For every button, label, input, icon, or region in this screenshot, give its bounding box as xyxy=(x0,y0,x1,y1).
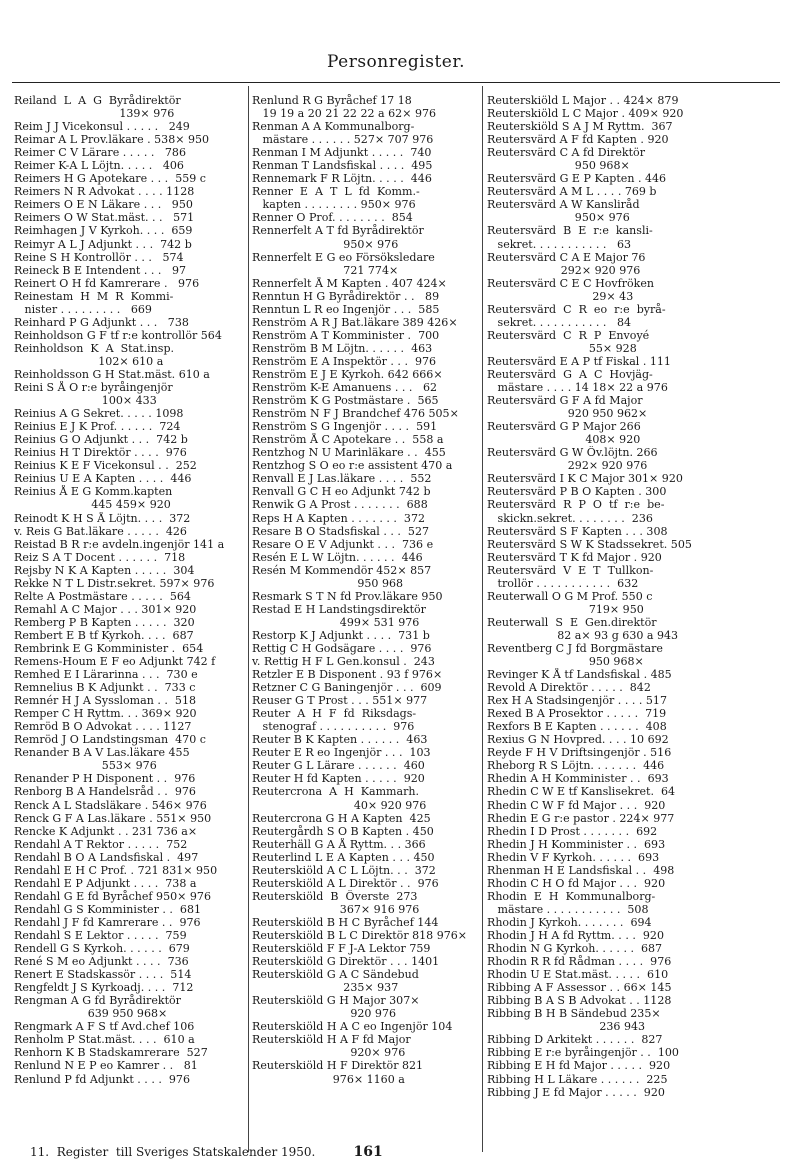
register-entry: Renntun L R eo Ingenjör . . . 585 xyxy=(252,302,440,316)
register-entry: 29× 43 xyxy=(487,289,634,303)
register-entry: 499× 531 976 xyxy=(252,615,420,629)
register-entry: Rennerfelt Å M Kapten . 407 424× xyxy=(252,276,447,290)
register-entry: Reuterskiöld B Överste 273 xyxy=(252,889,418,903)
register-entry: nister . . . . . . . . . 669 xyxy=(14,302,152,316)
register-entry: 920 950 962× xyxy=(487,407,648,421)
register-entry: Rhedin J H Komminister . . 693 xyxy=(487,837,666,851)
register-entry: Renström E A Inspektör . . . 976 xyxy=(252,354,437,368)
register-entry: Reutersvärd C E C Hovfröken xyxy=(487,276,654,290)
register-entry: Reuterskiöld H F Direktör 821 xyxy=(252,1059,424,1073)
register-entry: Reinius K E F Vicekonsul . . 252 xyxy=(14,459,197,473)
register-entry: Ribbing J E fd Major . . . . . 920 xyxy=(487,1085,665,1099)
register-entry: Reuser G T Prost . . . 551× 977 xyxy=(252,694,428,708)
register-entry: Rennemark F R Löjtn. . . . . 446 xyxy=(252,172,432,186)
register-entry: 236 943 xyxy=(487,1020,646,1034)
register-entry: Resare B O Stadsfiskal . . . 527 xyxy=(252,524,429,538)
register-entry: Renhorn K B Stadskamrerare 527 xyxy=(14,1046,208,1060)
register-entry: René S M eo Adjunkt . . . . 736 xyxy=(14,955,189,969)
column-divider xyxy=(248,86,249,1152)
register-entry: Rendahl J F fd Kamrerare . . 976 xyxy=(14,915,201,929)
register-entry: Rengmark A F S tf Avd.chef 106 xyxy=(14,1020,195,1034)
register-entry: Rhedin C W F fd Major . . . 920 xyxy=(487,798,666,812)
register-entry: Reuterskiöld G Direktör . . . 1401 xyxy=(252,955,440,969)
register-entry: Retzner C G Baningenjör . . . 609 xyxy=(252,681,442,695)
register-entry: Reim J J Vicekonsul . . . . . 249 xyxy=(14,120,190,134)
register-entry: Remnelius B K Adjunkt . . 733 c xyxy=(14,681,196,695)
register-entry: 445 459× 920 xyxy=(14,498,171,512)
register-entry: 950× 976 xyxy=(252,237,399,251)
register-entry: Reuterwall O G M Prof. 550 c xyxy=(487,589,653,603)
register-entry: Rencke K Adjunkt . . 231 736 a× xyxy=(14,824,198,838)
register-entry: Renström B M Löjtn. . . . . . 463 xyxy=(252,341,433,355)
register-entry: Reuterskiöld G H Major 307× xyxy=(252,994,420,1008)
register-entry: 139× 976 xyxy=(14,107,175,121)
register-entry: Ribbing E H fd Major . . . . . 920 xyxy=(487,1059,671,1073)
register-entry: Renholm P Stat.mäst. . . . 610 a xyxy=(14,1033,195,1047)
register-entry: 40× 920 976 xyxy=(252,798,427,812)
register-entry: Reistad B R r:e avdeln.ingenjör 141 a xyxy=(14,537,225,551)
register-entry: Reyde F H V Driftsingenjör . 516 xyxy=(487,746,672,760)
register-entry: Renner O Prof. . . . . . . . 854 xyxy=(252,211,413,225)
register-entry: Remahl A C Major . . . 301× 920 xyxy=(14,602,197,616)
register-entry: Rhodin R R fd Rådman . . . . 976 xyxy=(487,955,672,969)
register-entry: Reutersvärd A M L . . . . 769 b xyxy=(487,185,657,199)
register-entry: Reuter B K Kapten . . . . . . 463 xyxy=(252,733,428,747)
register-entry: Reuterskiöld A L Direktör . . 976 xyxy=(252,876,439,890)
register-entry: 920 976 xyxy=(252,1007,397,1021)
header-rule xyxy=(12,82,780,83)
register-entry: Reuter A H F fd Riksdags- xyxy=(252,707,417,721)
register-entry: Resmark S T N fd Prov.läkare 950 xyxy=(252,589,443,603)
register-entry: Rembrink E G Komminister . 654 xyxy=(14,641,204,655)
register-entry: Reimers O W Stat.mäst. . . 571 xyxy=(14,211,195,225)
register-entry: Rendahl A T Rektor . . . . . 752 xyxy=(14,837,188,851)
register-entry: Reine S H Kontrollör . . . 574 xyxy=(14,250,184,264)
register-entry: skickn.sekret. . . . . . . . 236 xyxy=(487,511,653,525)
register-entry: Renck G F A Las.läkare . 551× 950 xyxy=(14,811,212,825)
register-entry: Reuterskiöld L Major . . 424× 879 xyxy=(487,94,679,107)
register-entry: Relte A Postmästare . . . . . 564 xyxy=(14,589,191,603)
register-entry: Resén M Kommendör 452× 857 xyxy=(252,563,432,577)
register-entry: Reineck B E Intendent . . . 97 xyxy=(14,263,187,277)
register-entry: Rhodin J H A fd Ryttm. . . . 920 xyxy=(487,929,664,942)
register-entry: Renander P H Disponent . . 976 xyxy=(14,772,196,786)
register-entry: Reutersvärd C A fd Direktör xyxy=(487,146,645,160)
register-entry: Remhed E I Lärarinna . . . 730 e xyxy=(14,668,198,682)
register-entry: Reuterskiöld F F J-A Lektor 759 xyxy=(252,942,431,956)
register-entry: Reimer K-A L Löjtn. . . . . 406 xyxy=(14,159,184,173)
register-entry: 19 19 a 20 21 22 22 a 62× 976 xyxy=(252,107,437,121)
register-entry: Rejsby N K A Kapten . . . . . 304 xyxy=(14,563,195,577)
register-column-3 xyxy=(487,94,711,1099)
register-entry: 235× 937 xyxy=(252,981,399,995)
register-entry: Reutercrona G H A Kapten 425 xyxy=(252,811,431,825)
register-entry: Reinholdson K A Stat.insp. xyxy=(14,341,175,355)
register-entry: Remberg P B Kapten . . . . . 320 xyxy=(14,615,195,629)
register-entry: Rentzhog N U Marinläkare . . 455 xyxy=(252,446,446,460)
register-entry: Reimer C V Lärare . . . . . 786 xyxy=(14,146,186,160)
register-entry: Reimar A L Prov.läkare . 538× 950 xyxy=(14,133,210,147)
register-entry: Renman A A Kommunalborg- xyxy=(252,120,415,134)
register-entry: Reutersvärd T K fd Major . 920 xyxy=(487,550,662,564)
register-entry: Reini S Å O r:e byråingenjör xyxy=(14,381,173,395)
register-entry: Reutercrona A H Kammarh. xyxy=(252,785,420,799)
register-entry: Reutersvärd S F Kapten . . . 308 xyxy=(487,524,668,538)
register-entry: Renström S G Ingenjör . . . . 591 xyxy=(252,420,438,434)
register-entry: 950× 976 xyxy=(487,211,630,225)
register-entry: Renvall G C H eo Adjunkt 742 b xyxy=(252,485,431,499)
register-entry: 55× 928 xyxy=(487,341,637,355)
register-entry: Renström K-E Amanuens . . . 62 xyxy=(252,381,438,395)
register-entry: Restad E H Landstingsdirektör xyxy=(252,602,426,616)
register-entry: Reutersvärd G P Major 266 xyxy=(487,420,641,434)
register-entry: sekret. . . . . . . . . . . 84 xyxy=(487,315,632,329)
register-entry: Reutersvärd P B O Kapten . 300 xyxy=(487,485,667,499)
register-entry: Renström A T Komminister . 700 xyxy=(252,328,440,342)
register-entry: Remröd B O Advokat . . . . 1127 xyxy=(14,720,192,734)
register-entry: 408× 920 xyxy=(487,433,641,447)
register-entry: Rendahl G S Komminister . . 681 xyxy=(14,902,202,916)
register-entry: stenograf . . . . . . . . . . 976 xyxy=(252,720,415,734)
register-entry: Reiland L A G Byrådirektör xyxy=(14,94,181,107)
register-entry: 553× 976 xyxy=(14,759,157,773)
register-entry: Renlund P fd Adjunkt . . . . 976 xyxy=(14,1072,190,1086)
register-entry: Reps H A Kapten . . . . . . . 372 xyxy=(252,511,426,525)
register-entry: Reuterskiöld H A F fd Major xyxy=(252,1033,411,1047)
register-entry: 292× 920 976 xyxy=(487,459,648,473)
register-entry: Reuter H fd Kapten . . . . . 920 xyxy=(252,772,425,786)
register-entry: Reinius G O Adjunkt . . . 742 b xyxy=(14,433,188,447)
register-column-1 xyxy=(14,94,240,1086)
register-entry: Reinius U E A Kapten . . . . 446 xyxy=(14,472,192,486)
register-entry: Reuter E R eo Ingenjör . . . 103 xyxy=(252,746,431,760)
register-entry: Reuterskiöld G A C Sändebud xyxy=(252,968,419,982)
register-entry: mästare . . . . . . 527× 707 976 xyxy=(252,133,434,147)
register-entry: Rengman A G fd Byrådirektör xyxy=(14,994,181,1008)
register-entry: Remnér H J A Syssloman . . 518 xyxy=(14,694,197,708)
register-entry: Ribbing H L Läkare . . . . . . 225 xyxy=(487,1072,668,1086)
register-entry: Rheborg R S Löjtn. . . . . . . 446 xyxy=(487,759,665,773)
register-entry: Remröd J O Landstingsman 470 c xyxy=(14,733,206,747)
register-entry: 950 968 xyxy=(252,576,404,590)
register-entry: Reinius A G Sekret. . . . . 1098 xyxy=(14,407,184,421)
register-column-2 xyxy=(252,94,476,1086)
register-entry: Ribbing A F Assessor . . 66× 145 xyxy=(487,981,672,995)
register-entry: Rendahl G E fd Byråchef 950× 976 xyxy=(14,889,211,903)
page-title: Personregister. xyxy=(326,52,466,72)
register-entry: 82 a× 93 g 630 a 943 xyxy=(487,628,679,642)
register-entry: Reinhard P G Adjunkt . . . 738 xyxy=(14,315,189,329)
register-entry: Reimhagen J V Kyrkoh. . . . 659 xyxy=(14,224,193,238)
register-entry: Reuterskiöld L C Major . 409× 920 xyxy=(487,107,684,121)
register-entry: 920× 976 xyxy=(252,1046,406,1060)
register-entry: Reutersvärd C R eo r:e byrå- xyxy=(487,302,666,316)
register-entry: Reimers N R Advokat . . . . 1128 xyxy=(14,185,195,199)
register-entry: Restorp K J Adjunkt . . . . 731 b xyxy=(252,628,430,642)
register-entry: Rhedin V F Kyrkoh. . . . . . 693 xyxy=(487,850,660,864)
register-entry: Reinert O H fd Kamrerare . 976 xyxy=(14,276,200,290)
register-entry: Revinger K Å tf Landsfiskal . 485 xyxy=(487,668,672,682)
register-entry: Reutersvärd B E r:e kansli- xyxy=(487,224,653,238)
register-entry: Rendell G S Kyrkoh. . . . . . 679 xyxy=(14,942,190,956)
register-entry: 292× 920 976 xyxy=(487,263,641,277)
register-entry: Renlund R G Byråchef 17 18 xyxy=(252,94,412,107)
register-entry: Ribbing D Arkitekt . . . . . . 827 xyxy=(487,1033,663,1047)
register-entry: v. Rettig H F L Gen.konsul . 243 xyxy=(252,655,435,669)
register-entry: Renander B A V Las.läkare 455 xyxy=(14,746,190,760)
register-entry: Rengfeldt J S Kyrkoadj. . . . 712 xyxy=(14,981,194,995)
register-entry: Renck A L Stadsläkare . 546× 976 xyxy=(14,798,207,812)
register-entry: 367× 916 976 xyxy=(252,902,420,916)
register-entry: Rex H A Stadsingenjör . . . . 517 xyxy=(487,694,667,708)
register-entry: Resén E L W Löjtn. . . . . . 446 xyxy=(252,550,423,564)
register-entry: Reimyr A L J Adjunkt . . . 742 b xyxy=(14,237,192,251)
register-entry: Reinholdson G F tf r:e kontrollör 564 xyxy=(14,328,222,342)
register-entry: Reutersvärd G E P Kapten . 446 xyxy=(487,172,667,186)
register-entry: mästare . . . . 14 18× 22 a 976 xyxy=(487,381,668,395)
register-entry: Renner E A T L fd Komm.- xyxy=(252,185,420,199)
register-entry: 719× 950 xyxy=(487,602,644,616)
register-entry: Reinius E J K Prof. . . . . . 724 xyxy=(14,420,181,434)
register-entry: Rhenman H E Landsfiskal . . 498 xyxy=(487,863,675,877)
column-divider xyxy=(482,86,483,1152)
register-entry: Reutersvärd A F fd Kapten . 920 xyxy=(487,133,669,147)
register-entry: Retzler E B Disponent . 93 f 976× xyxy=(252,668,443,682)
register-entry: 950 968× xyxy=(487,655,644,669)
register-entry: Renvall E J Las.läkare . . . . 552 xyxy=(252,472,432,486)
register-entry: Rexed B A Prosektor . . . . . 719 xyxy=(487,707,667,721)
register-entry: Reimers O E N Läkare . . . 950 xyxy=(14,198,193,212)
page-footer xyxy=(30,1144,530,1160)
register-entry: 100× 433 xyxy=(14,394,157,408)
register-entry: Ribbing B H B Sändebud 235× xyxy=(487,1007,661,1021)
register-entry: Rexfors B E Kapten . . . . . . 408 xyxy=(487,720,667,734)
register-entry: Renström E J E Kyrkoh. 642 666× xyxy=(252,367,443,381)
register-entry: Rhodin J Kyrkoh. . . . . . . 694 xyxy=(487,915,652,929)
register-entry: Reinodt K H S Å Löjtn. . . . 372 xyxy=(14,511,191,525)
register-entry: 976× 1160 a xyxy=(252,1072,405,1086)
register-entry: Renlund N E P eo Kamrer . . 81 xyxy=(14,1059,198,1073)
register-entry: Rendahl E H C Prof. . 721 831× 950 xyxy=(14,863,218,877)
register-entry: Renwik G A Prost . . . . . . . 688 xyxy=(252,498,428,512)
register-entry: Rhodin C H O fd Major . . . 920 xyxy=(487,876,666,890)
register-entry: 639 950 968× xyxy=(14,1007,168,1021)
register-entry: Resare O E V Adjunkt . . . 736 e xyxy=(252,537,434,551)
register-entry: Reuter G L Lärare . . . . . . 460 xyxy=(252,759,425,773)
register-entry: Rhodin E H Kommunalborg- xyxy=(487,889,656,903)
register-entry: Rhedin A H Komminister . . 693 xyxy=(487,772,669,786)
register-entry: Reinholdsson G H Stat.mäst. 610 a xyxy=(14,367,210,381)
register-entry: Reinius Å E G Komm.kapten xyxy=(14,485,173,499)
register-entry: Renström Å C Apotekare . . 558 a xyxy=(252,433,444,447)
register-entry: Rendahl E P Adjunkt . . . . 738 a xyxy=(14,876,197,890)
register-entry: Renman T Landsfiskal . . . . 495 xyxy=(252,159,433,173)
register-entry: mästare . . . . . . . . . . . 508 xyxy=(487,902,649,916)
register-entry: Rekke N T L Distr.sekret. 597× 976 xyxy=(14,576,215,590)
register-entry: Reiz S A T Docent . . . . . . 718 xyxy=(14,550,186,564)
register-entry: trollör . . . . . . . . . . . 632 xyxy=(487,576,639,590)
register-entry: Rettig C H Godsägare . . . . 976 xyxy=(252,641,432,655)
register-entry: Reuterhäll G A Å Ryttm. . . 366 xyxy=(252,837,426,851)
register-entry: Remens-Houm E F eo Adjunkt 742 f xyxy=(14,655,216,669)
register-entry: Reuterlind L E A Kapten . . . 450 xyxy=(252,850,435,864)
register-entry: Renström N F J Brandchef 476 505× xyxy=(252,407,459,421)
register-entry: Rhedin I D Prost . . . . . . . 692 xyxy=(487,824,658,838)
register-entry: Reuterskiöld S A J M Ryttm. 367 xyxy=(487,120,673,134)
register-entry: Ribbing E r:e byråingenjör . . 100 xyxy=(487,1046,679,1060)
register-entry: Reinestam H M R Kommi- xyxy=(14,289,174,303)
register-entry: v. Reis G Bat.läkare . . . . . 426 xyxy=(14,524,187,538)
register-entry: Reutersvärd E A P tf Fiskal . 111 xyxy=(487,354,671,368)
register-entry: Renström K G Postmästare . 565 xyxy=(252,394,439,408)
register-entry: Rendahl B O A Landsfiskal . 497 xyxy=(14,850,199,864)
register-entry: Rendahl S E Lektor . . . . . 759 xyxy=(14,929,187,942)
register-entry: Revold A Direktör . . . . . 842 xyxy=(487,681,651,695)
register-entry: Renström A R J Bat.läkare 389 426× xyxy=(252,315,458,329)
register-entry: Reuterskiöld H A C eo Ingenjör 104 xyxy=(252,1020,453,1034)
register-entry: Rennerfelt E G eo Försöksledare xyxy=(252,250,435,264)
register-entry: Rennerfelt A T fd Byrådirektör xyxy=(252,224,424,238)
register-entry: Reutersvärd A W Kansliråd xyxy=(487,198,640,212)
page-number: 161 xyxy=(353,1144,383,1160)
register-entry: Reventberg C J fd Borgmästare xyxy=(487,641,663,655)
register-entry: Reuterskiöld B L C Direktör 818 976× xyxy=(252,929,468,942)
register-entry: Rhodin U E Stat.mäst. . . . . 610 xyxy=(487,968,669,982)
register-entry: Reutersvärd I K C Major 301× 920 xyxy=(487,472,683,486)
register-entry: Rhodin N G Kyrkoh. . . . . . 687 xyxy=(487,942,663,956)
register-entry: Rhedin E G r:e pastor . 224× 977 xyxy=(487,811,675,825)
register-entry: Remper C H Ryttm. . . 369× 920 xyxy=(14,707,197,721)
register-entry: Renman I M Adjunkt . . . . . 740 xyxy=(252,146,432,160)
register-entry: Reutersvärd R P O tf r:e be- xyxy=(487,498,665,512)
register-entry: Renntun H G Byrådirektör . . 89 xyxy=(252,289,440,303)
footer-label: 11. Register till Sveriges Statskalender 1950. xyxy=(30,1145,316,1159)
register-entry: 950 968× xyxy=(487,159,630,173)
register-entry: Reutersvärd C A E Major 76 xyxy=(487,250,646,264)
register-entry: Rhedin C W E tf Kanslisekret. 64 xyxy=(487,785,676,799)
register-entry: Reutersvärd G F A fd Major xyxy=(487,394,643,408)
register-entry: Reuterwall S E Gen.direktör xyxy=(487,615,657,629)
register-entry: Reimers H G Apotekare . . . 559 c xyxy=(14,172,206,186)
register-entry: Reutersvärd G A C Hovjäg- xyxy=(487,367,653,381)
register-entry: Reutersvärd C R P Envoyé xyxy=(487,328,650,342)
register-entry: Renert E Stadskassör . . . . 514 xyxy=(14,968,192,982)
register-entry: Reutersvärd G W Öv.löjtn. 266 xyxy=(487,446,658,460)
register-entry: Reutersvärd S W K Stadssekret. 505 xyxy=(487,537,692,551)
register-entry: 102× 610 a xyxy=(14,354,164,368)
register-entry: Rentzhog S O eo r:e assistent 470 a xyxy=(252,459,453,473)
register-entry: Reutergårdh S O B Kapten . 450 xyxy=(252,824,434,838)
register-entry: Rexius G N Hovpred. . . . 10 692 xyxy=(487,733,669,747)
register-entry: 721 774× xyxy=(252,263,399,277)
register-entry: Renborg B A Handelsråd . . 976 xyxy=(14,785,196,799)
register-entry: Ribbing B A S B Advokat . . 1128 xyxy=(487,994,672,1008)
register-entry: Rembert E B tf Kyrkoh. . . . 687 xyxy=(14,628,194,642)
register-entry: Reinius H T Direktör . . . . 976 xyxy=(14,446,187,460)
register-entry: sekret. . . . . . . . . . . 63 xyxy=(487,237,632,251)
register-entry: Reutersvärd V E T Tullkon- xyxy=(487,563,654,577)
register-entry: Reuterskiöld B H C Byråchef 144 xyxy=(252,915,439,929)
register-entry: kapten . . . . . . . . 950× 976 xyxy=(252,198,416,212)
register-entry: Reuterskiöld A C L Löjtn. . . 372 xyxy=(252,863,436,877)
